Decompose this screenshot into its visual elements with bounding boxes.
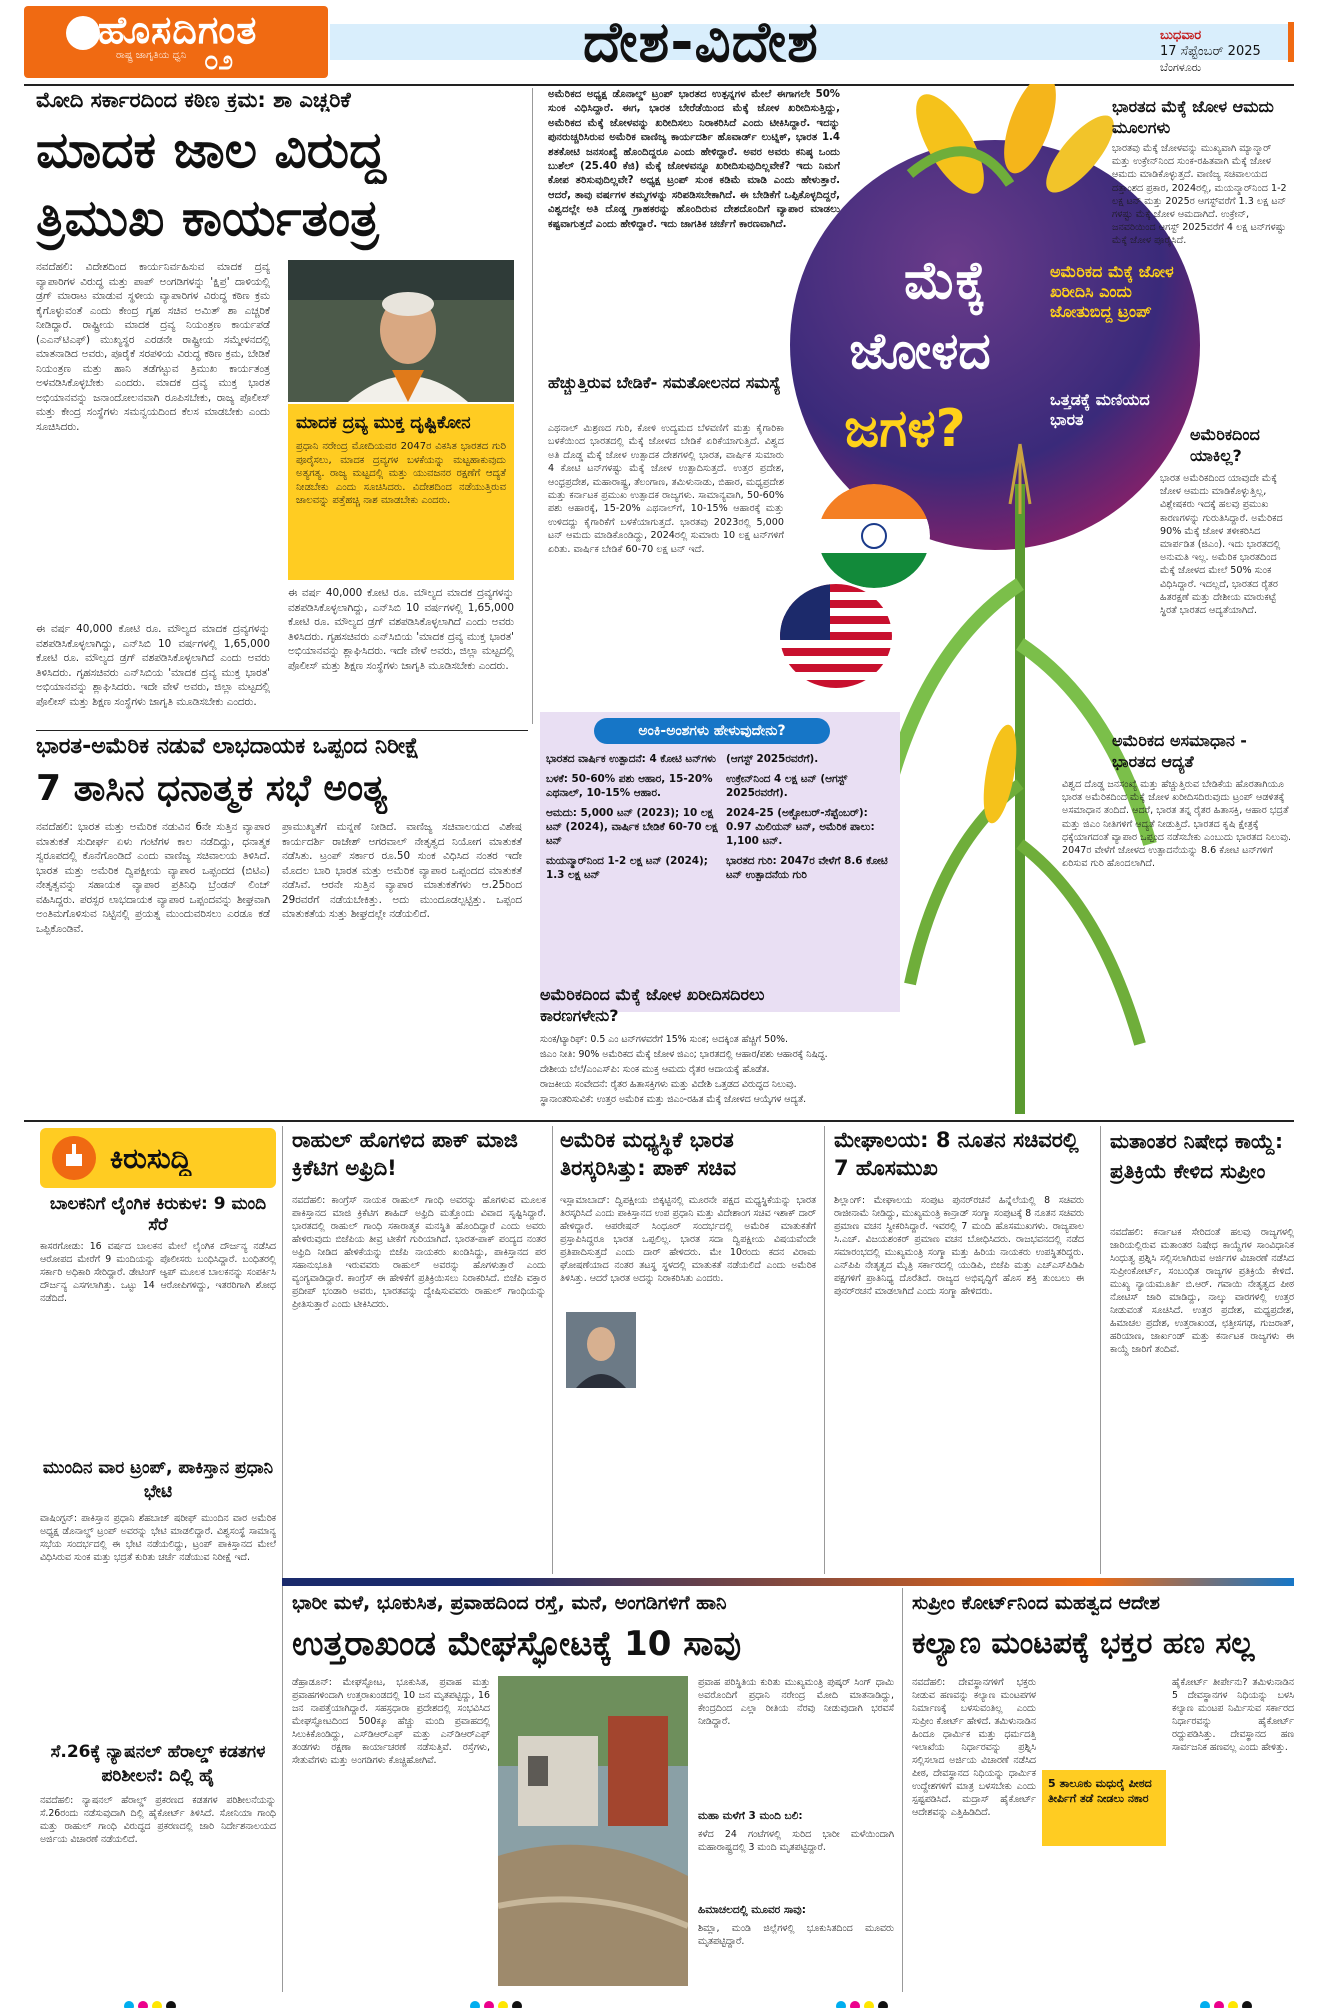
pointing-hand-icon <box>52 1136 96 1180</box>
registration-marks <box>836 1996 916 2008</box>
stat-item: ಬಳಕೆ: 50-60% ಪಶು ಆಹಾರ, 15-20% ಎಥನಾಲ್, 10-15% ಆಹಾರ. <box>546 773 713 799</box>
reason-item: ಸ್ಥಾನಾಂತರಿಸುವಿಕೆ: ಉತ್ತರ ಅಮೆರಿಕ ಮತ್ತು ಜಿಎಂ-ರಹಿತ ಮೆಕ್ಕೆ ಜೋಳದ ಆಯ್ಕೆಗಳ ಆದ್ಯತೆ. <box>540 1094 807 1105</box>
maharashtra-subhead: ಮಹಾ ಮಳೆಗೆ 3 ಮಂದಿ ಬಲಿ: <box>698 1810 803 1822</box>
himachal-body: ಶಿಮ್ಲಾ, ಮಂಡಿ ಜಿಲ್ಲೆಗಳಲ್ಲಿ ಭೂಕುಸಿತದಿಂದ ಮೂವರು ಮೃತಪಟ್ಟಿದ್ದಾರೆ. <box>698 1923 894 1947</box>
reason-item: ರಾಜಕೀಯ ಸಂವೇದನೆ: ರೈತರ ಹಿತಾಸಕ್ತಿಗಳು ಮತ್ತು ವಿದೇಶಿ ಒತ್ತಡದ ವಿರುದ್ಧದ ನಿಲುವು. <box>540 1079 797 1090</box>
stat-item: ಭಾರತದ ಗುರಿ: 2047ರ ವೇಳೆಗೆ 8.6 ಕೋಟಿ ಟನ್ ಉತ್ಪಾದನೆಯ ಗುರಿ <box>726 855 888 881</box>
pak-headline: ಅಮೆರಿಕ ಮಧ್ಯಸ್ಥಿಕೆ ಭಾರತ ತಿರಸ್ಕರಿಸಿತ್ತು: ಪಾಕ್ ಸಚಿವ <box>560 1128 737 1180</box>
corn-import-body: ಭಾರತವು ಮೆಕ್ಕೆ ಜೋಳವನ್ನು ಮುಖ್ಯವಾಗಿ ಮ್ಯಾನ್ಮಾರ್ ಮತ್ತು ಉಕ್ರೇನ್‌ನಿಂದ ಸುಂಕ-ರಹಿತವಾಗಿ ಮೆಕ್ಕೆ ಜೋಳ ಆಮದು ಮಾಡಿಕೊಳ್ಳುತ್ತದೆ. ವಾಣಿಜ್ಯ ಸಚಿವಾಲಯದ ದತ್ತಾಂಶದ ಪ್ರಕಾರ, 2024ರಲ್ಲಿ, ಮಯನ್ಮಾರ್‌ನಿಂದ 1-2 ಲಕ್ಷ ಟನ್ ಮತ್ತು 2025ರ ಆಗಸ್ಟ್‌ವರೆಗೆ 1.3 ಲಕ್ಷ ಟನ್ ಗಳಷ್ಟು ಮೆಕ್ಕೆ ಜೋಳ ಆಮದಾಗಿದೆ. ಉಕ್ರೇನ್, ಜನವರಿಯಿಂದ ಆಗಸ್ಟ್ 2025ವರೆಗೆ 4 ಲಕ್ಷ ಟನ್‌ಗಳಷ್ಟು ಮೆಕ್ಕೆ ಜೋಳ ಪೂರೈಸಿದೆ. <box>1112 143 1287 247</box>
rahul-headline: ರಾಹುಲ್ ಹೊಗಳಿದ ಪಾಕ್ ಮಾಜಿ ಕ್ರಿಕೆಟಿಗ ಅಫ್ರಿದಿ! <box>292 1128 518 1180</box>
newspaper-logo-box <box>24 6 328 78</box>
conversion-headline: ಮತಾಂತರ ನಿಷೇಧ ಕಾಯ್ದೆ: ಪ್ರತಿಕ್ರಿಯೆ ಕೇಳಿದ ಸುಪ್ರೀಂ <box>1110 1129 1283 1183</box>
corn-side-white: ಒತ್ತಡಕ್ಕೆ ಮಣಿಯದ ಭಾರತ <box>1050 390 1150 429</box>
corn-side-yellow: ಅಮೆರಿಕದ ಮೆಕ್ಕೆ ಜೋಳ ಖರೀದಿಸಿ ಎಂದು ಜೋತುಬಿದ್ದ ಟ್ರಂಪ್ <box>1050 262 1174 321</box>
brief-body-2: ವಾಷಿಂಗ್ಟನ್: ಪಾಕಿಸ್ತಾನ ಪ್ರಧಾನಿ ಶೆಹಬಾಜ್ ಷರೀಫ್ ಮುಂದಿನ ವಾರ ಅಮೆರಿಕ ಅಧ್ಯಕ್ಷ ಡೊನಾಲ್ಡ್ ಟ್ರಂಪ್ ಅವರನ್ನು ಭೇಟಿ ಮಾಡಲಿದ್ದಾರೆ. ವಿಶ್ವಸಂಸ್ಥೆ ಸಾಮಾನ್ಯ ಸಭೆಯ ಸಂದರ್ಭದಲ್ಲಿ ಈ ಭೇಟಿ ನಡೆಯಲಿದ್ದು, ಟ್ರಂಪ್ ಪಾಕಿಸ್ತಾನದ ಮೇಲೆ ವಿಧಿಸಿರುವ ಸುಂಕ ಮತ್ತು ಭದ್ರತೆ ಕುರಿತು ಚರ್ಚೆ ನಡೆಯುವ ನಿರೀಕ್ಷೆ ಇದೆ. <box>40 1513 276 1563</box>
column-rule <box>1100 1126 1101 1574</box>
corn-title-3: ಜಗಳ? <box>844 399 966 459</box>
tagline: ರಾಷ್ಟ್ರ ಜಾಗೃತಿಯ ಧ್ವನಿ <box>116 50 187 61</box>
uttarakhand-headline: ಉತ್ತರಾಖಂಡ ಮೇಘಸ್ಫೋಟಕ್ಕೆ 10 ಸಾವು <box>292 1624 742 1664</box>
date-block <box>1160 28 1290 76</box>
trade-kicker: ಭಾರತ-ಅಮೆರಿಕ ನಡುವೆ ಲಾಭದಾಯಕ ಒಪ್ಪಂದ ನಿರೀಕ್ಷೆ <box>36 734 420 759</box>
reason-item: ಜಿಎಂ ನೀತಿ: 90% ಅಮೆರಿಕದ ಮೆಕ್ಕೆ ಜೋಳ ಜಿಎಂ; ಭಾರತದಲ್ಲಿ ಆಹಾರ/ಪಶು ಆಹಾರಕ್ಕೆ ನಿಷಿದ್ಧ. <box>540 1049 828 1060</box>
page-number: ೦೨ <box>204 46 234 76</box>
lead-headline-2: ತ್ರಿಮುಖ ಕಾರ್ಯತಂತ್ರ <box>36 189 379 247</box>
uttarakhand-kicker: ಭಾರೀ ಮಳೆ, ಭೂಕುಸಿತ, ಪ್ರವಾಹದಿಂದ ರಸ್ತೆ, ಮನೆ, ಅಂಗಡಿಗಳಿಗೆ ಹಾನಿ <box>292 1592 727 1614</box>
brief-title-1: ಬಾಲಕನಿಗೆ ಲೈಂಗಿಕ ಕಿರುಕುಳ: 9 ಮಂದಿ ಸೆರೆ <box>49 1194 267 1235</box>
drug-free-box-title: ಮಾದಕ ದ್ರವ್ಯ ಮುಕ್ತ ದೃಷ್ಟಿಕೋನ <box>296 413 471 433</box>
brief-body-3: ನವದೆಹಲಿ: ನ್ಯಾಷನಲ್ ಹೆರಾಲ್ಡ್ ಪ್ರಕರಣದ ಕಡತಗಳ ಪರಿಶೀಲನೆಯನ್ನು ಸೆ.26ರಂದು ನಡೆಸುವುದಾಗಿ ದಿಲ್ಲಿ ಹೈಕೋರ್ಟ್ ತಿಳಿಸಿದೆ. ಸೋನಿಯಾ ಗಾಂಧಿ ಮತ್ತು ರಾಹುಲ್ ಗಾಂಧಿ ವಿರುದ್ಧದ ಪ್ರಕರಣದಲ್ಲಿ ಜಾರಿ ನಿರ್ದೇಶನಾಲಯದ ಅರ್ಜಿಯ ವಿಚಾರಣೆ ನಡೆಯಲಿದೆ. <box>40 1795 276 1845</box>
corn-why-not-body: ಭಾರತ ಅಮೆರಿಕದಿಂದ ಯಾವುದೇ ಮೆಕ್ಕೆ ಜೋಳ ಆಮದು ಮಾಡಿಕೊಳ್ಳುತ್ತಿಲ್ಲ, ವಿಶ್ಲೇಷಕರು ಇದಕ್ಕೆ ಹಲವು ಪ್ರಮುಖ ಕಾರಣಗಳನ್ನು ಗುರುತಿಸಿದ್ದಾರೆ. ಅಮೆರಿಕದ 90% ಮೆಕ್ಕೆ ಜೋಳ ತಳೀಕರಿಸಿದ ಮಾರ್ಪಡಿತ (ಜಿಎಂ). ಇದು ಭಾರತದಲ್ಲಿ ಅನುಮತಿ ಇಲ್ಲ. ಅಮೆರಿಕ ಭಾರತದಿಂದ ಮೆಕ್ಕೆ ಜೋಳದ ಮೇಲೆ 50% ಸುಂಕ ವಿಧಿಸಿದ್ದಾರೆ. ಇದಲ್ಲದೆ, ಭಾರತದ ರೈತರ ಹಿತರಕ್ಷಣೆ ಮತ್ತು ದೇಶೀಯ ಮಾರುಕಟ್ಟೆ ಸ್ಥಿರತೆ ಭಾರತದ ಆದ್ಯತೆಯಾಗಿದೆ. <box>1160 473 1283 617</box>
section-rule <box>24 1120 1294 1122</box>
uttarakhand-body-1: ಡೆಹ್ರಾಡೂನ್: ಮೇಘಸ್ಫೋಟ, ಭೂಕುಸಿತ, ಪ್ರವಾಹ ಮತ್ತು ಪ್ರವಾಹಗಳಿಂದಾಗಿ ಉತ್ತರಾಖಂಡದಲ್ಲಿ 10 ಜನ ಮೃತಪಟ್ಟಿದ್ದು, 16 ಜನ ನಾಪತ್ತೆಯಾಗಿದ್ದಾರೆ. ಸಹಸ್ರಧಾರಾ ಪ್ರದೇಶದಲ್ಲಿ ಸಂಭವಿಸಿದ ಮೇಘಸ್ಫೋಟದಿಂದ 500ಕ್ಕೂ ಹೆಚ್ಚು ಮಂದಿ ಪ್ರವಾಹದಲ್ಲಿ ಸಿಲುಕಿಕೊಂಡಿದ್ದು, ಎಸ್‌ಡಿಆರ್‌ಎಫ್ ಮತ್ತು ಎನ್‌ಡಿಆರ್‌ಎಫ್ ತಂಡಗಳು ರಕ್ಷಣಾ ಕಾರ್ಯಾಚರಣೆ ನಡೆಸುತ್ತಿವೆ. ರಸ್ತೆಗಳು, ಸೇತುವೆಗಳು ಮತ್ತು ಅಂಗಡಿಗಳು ಕೊಚ್ಚಿಹೋಗಿವೆ. <box>292 1677 490 1766</box>
rahul-body: ನವದೆಹಲಿ: ಕಾಂಗ್ರೆಸ್ ನಾಯಕ ರಾಹುಲ್ ಗಾಂಧಿ ಅವರನ್ನು ಹೊಗಳುವ ಮೂಲಕ ಪಾಕಿಸ್ತಾನದ ಮಾಜಿ ಕ್ರಿಕೆಟಿಗ ಶಾಹಿದ್ ಅಫ್ರಿದಿ ಮತ್ತೊಂದು ವಿವಾದ ಸೃಷ್ಟಿಸಿದ್ದಾರೆ. ಭಾರತದಲ್ಲಿ ರಾಹುಲ್ ಗಾಂಧಿ ಸಕಾರಾತ್ಮಕ ಮನಸ್ಥಿತಿ ಹೊಂದಿದ್ದಾರೆ ಎಂದು ಅವರು ಹೇಳಿರುವುದು ಬಿಜೆಪಿಯ ತೀವ್ರ ಟೀಕೆಗೆ ಗುರಿಯಾಗಿದೆ. ಭಾರತ-ಪಾಕ್ ಪಂದ್ಯದ ನಂತರ ಅಫ್ರಿದಿ ನೀಡಿದ ಹೇಳಿಕೆಯನ್ನು ಬಿಜೆಪಿ ನಾಯಕರು ಖಂಡಿಸಿದ್ದು, ಪಾಕಿಸ್ತಾನದ ಪರ ಸಹಾನುಭೂತಿ ಇರುವವರು ರಾಹುಲ್ ಅವರನ್ನು ಹೊಗಳುತ್ತಾರೆ ಎಂದು ವ್ಯಂಗ್ಯವಾಡಿದ್ದಾರೆ. ಕಾಂಗ್ರೆಸ್ ಈ ಹೇಳಿಕೆಗೆ ಪ್ರತಿಕ್ರಿಯಿಸಲು ನಿರಾಕರಿಸಿದೆ. ಬಿಜೆಪಿ ವಕ್ತಾರ ಪ್ರದೀಪ್ ಭಂಡಾರಿ ಅವರು, ಭಾರತವನ್ನು ದ್ವೇಷಿಸುವವರು ರಾಹುಲ್ ಗಾಂಧಿಯನ್ನು ಪ್ರೀತಿಸುತ್ತಾರೆ ಎಂದು ಟೀಕಿಸಿದರು. <box>292 1195 546 1310</box>
himachal-subhead: ಹಿಮಾಚಲದಲ್ಲಿ ಮೂವರ ಸಾವು: <box>698 1904 806 1916</box>
corn-intro: ಅಮೆರಿಕದ ಅಧ್ಯಕ್ಷ ಡೊನಾಲ್ಡ್ ಟ್ರಂಪ್ ಭಾರತದ ಉತ್ಪನ್ನಗಳ ಮೇಲೆ ಈಗಾಗಲೇ 50% ಸುಂಕ ವಿಧಿಸಿದ್ದಾರೆ. ಈಗ, ಭಾರತ ಬೇರೆಡೆಯಿಂದ ಮೆಕ್ಕೆ ಜೋಳ ಖರೀದಿಸುತ್ತಿದ್ದು, ಅಮೆರಿಕದ ಮೆಕ್ಕೆ ಜೋಳವನ್ನು ಖರೀದಿಸಲು ನಿರಾಕರಿಸಿದೆ ಎಂದು ಟೀಕಿಸಿದ್ದಾರೆ. ಇದನ್ನು ಪುನರುಚ್ಚರಿಸಿರುವ ಅಮೆರಿಕ ವಾಣಿಜ್ಯ ಕಾರ್ಯದರ್ಶಿ ಹೊವಾರ್ಡ್ ಲುಟ್ನಿಕ್, ಭಾರತ 1.4 ಶತಕೋಟಿ ಜನಸಂಖ್ಯೆ ಹೊಂದಿದ್ದರೂ ಎಂದು ಹೇಳಿದ್ದಾರೆ. ಅವರ ಅವರು ಕನಿಷ್ಠ ಒಂದು ಬುಶೆಲ್ (25.40 ಕೆಜಿ) ಮೆಕ್ಕೆ ಜೋಳವನ್ನೂ ಖರೀದಿಸುವುದಿಲ್ಲವೇಕೆ? ಇದು ನಿಮಗೆ ಕೋಪ ತರಿಸುವುದಿಲ್ಲವೇ? ಅಧ್ಯಕ್ಷ ಟ್ರಂಪ್ ಸುಂಕ ಕಡಿಮೆ ಮಾಡಿ ಎಂದು ಹೇಳುತ್ತಾರೆ. ಆದರೆ, ತಾವು ವರ್ಷಗಳ ತಮ್ಮಗಳನ್ನು ಸರಿಪಡಿಸಬೇಕಾಗಿದೆ. ಈ ಬೇಡಿಕೆಗೆ ಒಪ್ಪಿಕೊಳ್ಳದಿದ್ದರೆ, ವಿಶ್ವದಲ್ಲೇ ಅತಿ ದೊಡ್ಡ ಗ್ರಾಹಕರನ್ನು ಹೊಂದಿರುವ ದೇಶದೊಂದಿಗೆ ವ್ಯಾಪಾರ ಮಾಡಲು ಕಷ್ಟವಾಗುತ್ತದೆ ಎಂದು ಹೇಳಿದ್ದಾರೆ. ಇದು ಜಾಗತಿಕ ಚರ್ಚೆಗೆ ಕಾರಣವಾಗಿದೆ. <box>548 89 840 230</box>
flood-photo <box>498 1676 688 1986</box>
corn-demand-body: ಎಥನಾಲ್ ಮಿಶ್ರಣದ ಗುರಿ, ಕೋಳಿ ಉದ್ಯಮದ ಬೆಳವಣಿಗೆ ಮತ್ತು ಕೈಗಾರಿಕಾ ಬಳಕೆಯಿಂದ ಭಾರತದಲ್ಲಿ ಮೆಕ್ಕೆ ಜೋಳದ ಬೇಡಿಕೆ ಏರಿಕೆಯಾಗುತ್ತಿದೆ. ವಿಶ್ವದ ಅತಿ ದೊಡ್ಡ ಮೆಕ್ಕೆ ಜೋಳ ಉತ್ಪಾದಕ ದೇಶಗಳಲ್ಲಿ ಭಾರತ, ವಾರ್ಷಿಕ ಸುಮಾರು 4 ಕೋಟಿ ಟನ್‌ಗಳಷ್ಟು ಮೆಕ್ಕೆ ಜೋಳ ಉತ್ಪಾದಿಸುತ್ತದೆ. ಉತ್ತರ ಪ್ರದೇಶ, ಆಂಧ್ರಪ್ರದೇಶ, ಮಹಾರಾಷ್ಟ್ರ, ತೆಲಂಗಾಣ, ತಮಿಳುನಾಡು, ಬಿಹಾರ, ಮಧ್ಯಪ್ರದೇಶ ಮತ್ತು ಕರ್ನಾಟಕ ಪ್ರಮುಖ ಉತ್ಪಾದಕ ರಾಜ್ಯಗಳು. ಸಾಮಾನ್ಯವಾಗಿ, 50-60% ಪಶು ಆಹಾರಕ್ಕೆ, 15-20% ಎಥನಾಲ್‌ಗೆ, 10-15% ಆಹಾರಕ್ಕೆ ಮತ್ತು ಉಳಿದದ್ದು ಕೈಗಾರಿಕೆಗೆ ಬಳಕೆಯಾಗುತ್ತದೆ. ಭಾರತವು 2023ರಲ್ಲಿ 5,000 ಟನ್ ಆಮದು ಮಾಡಿಕೊಂಡಿದ್ದು, 2024ರಲ್ಲಿ ಸುಮಾರು 10 ಲಕ್ಷ ಟನ್‌ಗಳಿಗೆ ಏರಿತು. ವಾರ್ಷಿಕ ಬೇಡಿಕೆ 60-70 ಲಕ್ಷ ಟನ್ ಇದೆ. <box>548 423 784 555</box>
lead-body-1: ನವದೆಹಲಿ: ವಿದೇಶದಿಂದ ಕಾರ್ಯನಿರ್ವಹಿಸುವ ಮಾದಕ ದ್ರವ್ಯ ವ್ಯಾಪಾರಿಗಳ ವಿರುದ್ಧ ಮತ್ತು ಪಾಪ್ ಅಂಗಡಿಗಳನ್ನು 'ಕ್ಷಿಪ್ರ' ದಾಳಿಯಲ್ಲಿ ಡ್ರಗ್ ಮಾರಾಟ ಮಾಡುವ ಸ್ಥಳೀಯ ವ್ಯಾಪಾರಿಗಳ ವಿರುದ್ಧ ಕಠಿಣ ಕ್ರಮ ಕೈಗೊಳ್ಳುವಂತೆ ಎಂದು ಕೇಂದ್ರ ಗೃಹ ಸಚಿವ ಅಮಿತ್ ಶಾ ಎಚ್ಚರಿಕೆ ನೀಡಿದ್ದಾರೆ. ರಾಷ್ಟ್ರೀಯ ಮಾದಕ ದ್ರವ್ಯ ನಿಯಂತ್ರಣ ಕಾರ್ಯಪಡೆ (ಎಎನ್‌ಟಿಎಫ್) ಮುಖ್ಯಸ್ಥರ ಎರಡನೇ ರಾಷ್ಟ್ರೀಯ ಸಮ್ಮೇಳನದಲ್ಲಿ ಮಾತನಾಡಿದ ಅವರು, ಪೂರೈಕೆ ಸರಪಳಿಯ ವಿರುದ್ಧ ಕಠಿಣ ಕ್ರಮ, ಬೇಡಿಕೆ ನಿಯಂತ್ರಣ ಮತ್ತು ಹಾನಿ ತಡೆಗಟ್ಟುವ ತ್ರಿಮುಖ ಕಾರ್ಯತಂತ್ರ ಅಳವಡಿಸಿಕೊಳ್ಳಬೇಕು ಎಂದರು. ಮಾದಕ ದ್ರವ್ಯ ಮುಕ್ತ ಭಾರತ ಅಭಿಯಾನವನ್ನು ಜನಾಂದೋಲನವಾಗಿ ರೂಪಿಸಬೇಕು, ರಾಜ್ಯ ಪೊಲೀಸ್ ಮತ್ತು ಕೇಂದ್ರ ಸಂಸ್ಥೆಗಳು ಸಮನ್ವಯದಿಂದ ಕೆಲಸ ಮಾಡಬೇಕು ಎಂದು ಸೂಚಿಸಿದರು. <box>36 261 270 433</box>
brief-title-2: ಮುಂದಿನ ವಾರ ಟ್ರಂಪ್, ಪಾಕಿಸ್ತಾನ ಪ್ರಧಾನಿ ಭೇಟಿ <box>42 1458 274 1502</box>
brief-body-1: ಕಾಸರಗೋಡು: 16 ವರ್ಷದ ಬಾಲಕನ ಮೇಲೆ ಲೈಂಗಿಕ ದೌರ್ಜನ್ಯ ನಡೆಸಿದ ಆರೋಪದ ಮೇರೆಗೆ 9 ಮಂದಿಯನ್ನು ಪೊಲೀಸರು ಬಂಧಿಸಿದ್ದಾರೆ. ಬಂಧಿತರಲ್ಲಿ ಸರ್ಕಾರಿ ಅಧಿಕಾರಿ ಸೇರಿದ್ದಾರೆ. ಡೇಟಿಂಗ್ ಆ್ಯಪ್ ಮೂಲಕ ಬಾಲಕನನ್ನು ಸಂಪರ್ಕಿಸಿ ದೌರ್ಜನ್ಯ ಎಸಗಲಾಗಿತ್ತು. ಒಟ್ಟು 14 ಆರೋಪಿಗಳಿದ್ದು, ಇತರರಿಗಾಗಿ ಶೋಧ ನಡೆದಿದೆ. <box>40 1241 276 1304</box>
accent-bar <box>1288 22 1294 62</box>
section-title: ದೇಶ-ವಿದೇಶ <box>583 10 819 75</box>
column-rule <box>902 1588 903 1992</box>
column-rule <box>552 1126 553 1574</box>
kirusuddi-label: ಕಿರುಸುದ್ದಿ <box>110 1142 192 1175</box>
drug-free-box-body: ಪ್ರಧಾನಿ ನರೇಂದ್ರ ಮೋದಿಯವರ 2047ರ ವಿಕಸಿತ ಭಾರತದ ಗುರಿ ಪೂರೈಸಲು, ಮಾದಕ ದ್ರವ್ಯಗಳ ಬಳಕೆಯನ್ನು ಮಟ್ಟಹಾಕುವುದು ಅತ್ಯಗತ್ಯ. ರಾಜ್ಯ ಮಟ್ಟದಲ್ಲಿ ಮತ್ತು ಯುವಜನರ ರಕ್ಷಣೆಗೆ ಆದ್ಯತೆ ನೀಡಬೇಕು ಎಂದು ಸೂಚಿಸಿದರು. ವಿದೇಶದಿಂದ ನಡೆಯುತ್ತಿರುವ ಜಾಲವನ್ನು ಪತ್ತೆಹಚ್ಚಿ ನಾಶ ಮಾಡಬೇಕು ಎಂದರು. <box>296 441 506 506</box>
weekday: ಬುಧವಾರ <box>1160 28 1202 43</box>
lead-body-3: ಈ ವರ್ಷ 40,000 ಕೋಟಿ ರೂ. ಮೌಲ್ಯದ ಮಾದಕ ದ್ರವ್ಯಗಳನ್ನು ವಶಪಡಿಸಿಕೊಳ್ಳಲಾಗಿದ್ದು, ಎನ್‌ಸಿಬಿ 10 ವರ್ಷಗಳಲ್ಲಿ 1,65,000 ಕೋಟಿ ರೂ. ಮೌಲ್ಯದ ಡ್ರಗ್ ವಶಪಡಿಸಿಕೊಳ್ಳಲಾಗಿದೆ ಎಂದು ಅವರು ತಿಳಿಸಿದರು. ಗೃಹಸಚಿವರು ಎನ್‌ಸಿಬಿಯ 'ಮಾದಕ ದ್ರವ್ಯ ಮುಕ್ತ ಭಾರತ' ಅಭಿಯಾನವನ್ನು ಶ್ಲಾಘಿಸಿದರು. ಇದೇ ವೇಳೆ ಅವರು, ಜಿಲ್ಲಾ ಮಟ್ಟದಲ್ಲಿ ಪೊಲೀಸ್ ಮತ್ತು ಶಿಕ್ಷಣ ಸಂಸ್ಥೆಗಳು ಜಾಗೃತಿ ಮೂಡಿಸಬೇಕು ಎಂದರು. <box>288 587 514 672</box>
corn-title-1: ಮೆಕ್ಕೆ <box>904 251 986 311</box>
meghalaya-body: ಶಿಲ್ಲಾಂಗ್: ಮೇಘಾಲಯ ಸಂಪುಟ ಪುನರ್‌ರಚನೆ ಹಿನ್ನೆಲೆಯಲ್ಲಿ 8 ಸಚಿವರು ರಾಜೀನಾಮೆ ನೀಡಿದ್ದು, ಮುಖ್ಯಮಂತ್ರಿ ಕಾನ್ರಾಡ್ ಸಂಗ್ಮಾ ಸಂಪುಟಕ್ಕೆ 8 ನೂತನ ಸಚಿವರು ಪ್ರಮಾಣ ವಚನ ಸ್ವೀಕರಿಸಿದ್ದಾರೆ. ಇವರಲ್ಲಿ 7 ಮಂದಿ ಹೊಸಮುಖಗಳು. ರಾಜ್ಯಪಾಲ ಸಿ.ಎಚ್. ವಿಜಯಶಂಕರ್ ಪ್ರಮಾಣ ವಚನ ಬೋಧಿಸಿದರು. ರಾಜಭವನದಲ್ಲಿ ನಡೆದ ಸಮಾರಂಭದಲ್ಲಿ ಮುಖ್ಯಮಂತ್ರಿ ಸಂಗ್ಮಾ ಮತ್ತು ಹಿರಿಯ ನಾಯಕರು ಉಪಸ್ಥಿತರಿದ್ದರು. ಎನ್‌ಪಿಪಿ ನೇತೃತ್ವದ ಮೈತ್ರಿ ಸರ್ಕಾರದಲ್ಲಿ ಯುಡಿಪಿ, ಬಿಜೆಪಿ ಮತ್ತು ಎಚ್‌ಎಸ್‌ಪಿಡಿಪಿ ಪಕ್ಷಗಳಿಗೆ ಪ್ರಾತಿನಿಧ್ಯ ದೊರೆತಿದೆ. ರಾಜ್ಯದ ಅಭಿವೃದ್ಧಿಗೆ ಹೊಸ ಶಕ್ತಿ ತುಂಬಲು ಈ ಪುನರ್‌ರಚನೆ ಮಾಡಲಾಗಿದೆ ಎಂದು ಸಂಗ್ಮಾ ಹೇಳಿದರು. <box>834 1195 1084 1297</box>
reasons-title: ಅಮೆರಿಕದಿಂದ ಮೆಕ್ಕೆ ಜೋಳ ಖರೀದಿಸದಿರಲು ಕಾರಣಗಳೇನು? <box>540 985 765 1025</box>
trade-headline: 7 ತಾಸಿನ ಧನಾತ್ಮಕ ಸಭೆ ಅಂತ್ಯ <box>36 768 388 809</box>
corn-priority-title: ಅಮೆರಿಕದ ಅಸಮಾಧಾನ - ಭಾರತದ ಆದ್ಯತೆ <box>1112 731 1247 771</box>
stats-list-left <box>546 752 722 958</box>
stat-item: ಉಕ್ರೇನ್‌ನಿಂದ 4 ಲಕ್ಷ ಟನ್ (ಆಗಸ್ಟ್ 2025ರವರೆಗೆ). <box>726 773 848 799</box>
stat-item: ಆಮದು: 5,000 ಟನ್ (2023); 10 ಲಕ್ಷ ಟನ್ (2024), ವಾರ್ಷಿಕ ಬೇಡಿಕೆ 60-70 ಲಕ್ಷ ಟನ್ <box>546 807 718 847</box>
supreme-highlight-box: 5 ತಾಲೂಕು ಮಧುರೈ ಪೀಠದ ತೀರ್ಪಿಗೆ ತಡೆ ನೀಡಲು ನಕಾರ <box>1042 1770 1166 1846</box>
maharashtra-body: ಕಳೆದ 24 ಗಂಟೆಗಳಲ್ಲಿ ಸುರಿದ ಭಾರೀ ಮಳೆಯಿಂದಾಗಿ ಮಹಾರಾಷ್ಟ್ರದಲ್ಲಿ 3 ಮಂದಿ ಮೃತಪಟ್ಟಿದ್ದಾರೆ. <box>698 1829 894 1853</box>
meghalaya-headline: ಮೇಘಾಲಯ: 8 ನೂತನ ಸಚಿವರಲ್ಲಿ 7 ಹೊಸಮುಖ <box>834 1128 1079 1180</box>
reason-item: ದೇಶೀಯ ಬೆಲೆ/ಎಂಎಸ್‌ಪಿ: ಸುಂಕ ಮುಕ್ತ ಆಮದು ರೈತರ ಆದಾಯಕ್ಕೆ ಹೊಡೆತ. <box>540 1064 770 1075</box>
lead-body-2: ಈ ವರ್ಷ 40,000 ಕೋಟಿ ರೂ. ಮೌಲ್ಯದ ಮಾದಕ ದ್ರವ್ಯಗಳನ್ನು ವಶಪಡಿಸಿಕೊಳ್ಳಲಾಗಿದ್ದು, ಎನ್‌ಸಿಬಿ 10 ವರ್ಷಗಳಲ್ಲಿ 1,65,000 ಕೋಟಿ ರೂ. ಮೌಲ್ಯದ ಡ್ರಗ್ ವಶಪಡಿಸಿಕೊಳ್ಳಲಾಗಿದೆ ಎಂದು ಅವರು ತಿಳಿಸಿದರು. ಗೃಹಸಚಿವರು ಎನ್‌ಸಿಬಿಯ 'ಮಾದಕ ದ್ರವ್ಯ ಮುಕ್ತ ಭಾರತ' ಅಭಿಯಾನವನ್ನು ಶ್ಲಾಘಿಸಿದರು. ಇದೇ ವೇಳೆ ಅವರು, ಜಿಲ್ಲಾ ಮಟ್ಟದಲ್ಲಿ ಪೊಲೀಸ್ ಮತ್ತು ಶಿಕ್ಷಣ ಸಂಸ್ಥೆಗಳು ಜಾಗೃತಿ ಮೂಡಿಸಬೇಕು ಎಂದರು. <box>36 623 270 708</box>
city: ಬೆಂಗಳೂರು <box>1160 61 1202 74</box>
amit-shah-photo <box>288 260 514 402</box>
brief-title-3: ಸೆ.26ಕ್ಕೆ ನ್ಯಾಷನಲ್ ಹೆರಾಲ್ಡ್ ಕಡತಗಳ ಪರಿಶೀಲನೆ: ದಿಲ್ಲಿ ಹೈ <box>50 1742 266 1786</box>
lead-kicker: ಮೋದಿ ಸರ್ಕಾರದಿಂದ ಕಠಿಣ ಕ್ರಮ: ಶಾ ಎಚ್ಚರಿಕೆ <box>36 88 351 112</box>
newspaper-logo: ಹೊಸದಿಗಂತ <box>98 8 258 52</box>
lead-headline-1: ಮಾದಕ ಜಾಲ ವಿರುದ್ಧ <box>36 121 386 179</box>
stats-list-right <box>726 752 892 966</box>
pak-body: ಇಸ್ಲಾಮಾಬಾದ್: ದ್ವಿಪಕ್ಷೀಯ ಬಿಕ್ಕಟ್ಟಿನಲ್ಲಿ ಮೂರನೇ ಪಕ್ಷದ ಮಧ್ಯಸ್ಥಿಕೆಯನ್ನು ಭಾರತ ತಿರಸ್ಕರಿಸಿದೆ ಎಂದು ಪಾಕಿಸ್ತಾನದ ಉಪ ಪ್ರಧಾನಿ ಮತ್ತು ವಿದೇಶಾಂಗ ಸಚಿವ ಇಶಾಕ್ ದಾರ್ ಹೇಳಿದ್ದಾರೆ. ಆಪರೇಷನ್ ಸಿಂಧೂರ್ ಸಂದರ್ಭದಲ್ಲಿ ಅಮೆರಿಕ ಮಾತುಕತೆಗೆ ಪ್ರಸ್ತಾಪಿಸಿದ್ದರೂ ಭಾರತ ಒಪ್ಪಲಿಲ್ಲ. ಭಾರತ ಸದಾ ದ್ವಿಪಕ್ಷೀಯ ವಿಷಯವೆಂದೇ ಪ್ರತಿಪಾದಿಸುತ್ತದೆ ಎಂದು ದಾರ್ ಹೇಳಿದರು. ಮೇ 10ರಂದು ಕದನ ವಿರಾಮ ಘೋಷಣೆಯಾದ ನಂತರ ತಟಸ್ಥ ಸ್ಥಳದಲ್ಲಿ ಮಾತುಕತೆ ನಡೆಯಲಿದೆ ಎಂದು ಅಮೆರಿಕ ತಿಳಿಸಿತ್ತು. ಆದರೆ ಭಾರತ ಅದನ್ನು ನಿರಾಕರಿಸಿತು ಎಂದರು. <box>560 1195 816 1284</box>
stat-item: (ಆಗಸ್ಟ್ 2025ರವರೆಗೆ). <box>726 753 819 765</box>
column-rule <box>532 88 533 724</box>
kirusuddi-badge <box>40 1128 276 1188</box>
corn-priority-body: ವಿಶ್ವದ ದೊಡ್ಡ ಜನಸಂಖ್ಯೆ ಮತ್ತು ಹೆಚ್ಚುತ್ತಿರುವ ಬೇಡಿಕೆಯ ಹೊರತಾಗಿಯೂ ಭಾರತ ಅಮೆರಿಕದಿಂದ ಮೆಕ್ಕೆ ಜೋಳ ಖರೀದಿಸದಿರುವುದು ಟ್ರಂಪ್ ಆಡಳಿತಕ್ಕೆ ಅಸಮಾಧಾನ ತಂದಿದೆ. ಆದರೆ, ಭಾರತ ತನ್ನ ರೈತರ ಹಿತಾಸಕ್ತಿ, ಆಹಾರ ಭದ್ರತೆ ಮತ್ತು ಜಿಎಂ ನೀತಿಗಳಿಗೆ ಆದ್ಯತೆ ನೀಡುತ್ತಿದೆ. ಭಾರತದ ಕೃಷಿ ಕ್ಷೇತ್ರಕ್ಕೆ ಧಕ್ಕೆಯಾಗದಂತೆ ವ್ಯಾಪಾರ ಒಪ್ಪಂದ ನಡೆಸಬೇಕು ಎಂಬುದು ಭಾರತದ ನಿಲುವು. 2047ರ ವೇಳೆಗೆ ಜೋಳದ ಉತ್ಪಾದನೆಯನ್ನು 8.6 ಕೋಟಿ ಟನ್‌ಗಳಿಗೆ ಏರಿಸುವ ಗುರಿ ಹೊಂದಲಾಗಿದೆ. <box>1062 779 1292 870</box>
stat-item: ಮಯನ್ಮಾರ್‌ನಿಂದ 1-2 ಲಕ್ಷ ಟನ್ (2024); 1.3 ಲಕ್ಷ ಟನ್ <box>546 855 708 881</box>
corn-import-title: ಭಾರತದ ಮೆಕ್ಕೆ ಜೋಳ ಆಮದು ಮೂಲಗಳು <box>1112 97 1274 137</box>
lamp-icon <box>66 16 100 50</box>
date: 17 ಸೆಪ್ಟೆಂಬರ್ 2025 <box>1160 44 1261 59</box>
supreme-body: ನವದೆಹಲಿ: ದೇವಸ್ಥಾನಗಳಿಗೆ ಭಕ್ತರು ನೀಡುವ ಹಣವನ್ನು ಕಲ್ಯಾಣ ಮಂಟಪಗಳ ನಿರ್ಮಾಣಕ್ಕೆ ಬಳಸುವಂತಿಲ್ಲ ಎಂದು ಸುಪ್ರೀಂ ಕೋರ್ಟ್ ಹೇಳಿದೆ. ತಮಿಳುನಾಡಿನ ಹಿಂದೂ ಧಾರ್ಮಿಕ ಮತ್ತು ಧರ್ಮದತ್ತಿ ಇಲಾಖೆಯ ನಿರ್ಧಾರವನ್ನು ಪ್ರಶ್ನಿಸಿ ಸಲ್ಲಿಸಲಾದ ಅರ್ಜಿಯ ವಿಚಾರಣೆ ನಡೆಸಿದ ಪೀಠ, ದೇವಸ್ಥಾನದ ನಿಧಿಯನ್ನು ಧಾರ್ಮಿಕ ಉದ್ದೇಶಗಳಿಗೆ ಮಾತ್ರ ಬಳಸಬೇಕು ಎಂದು ಸ್ಪಷ್ಟಪಡಿಸಿದೆ. ಮದ್ರಾಸ್ ಹೈಕೋರ್ಟ್ ಆದೇಶವನ್ನು ಎತ್ತಿಹಿಡಿದಿದೆ. <box>912 1677 1036 1818</box>
rule <box>36 730 528 731</box>
registration-marks <box>1200 1996 1280 2008</box>
registration-marks <box>470 1996 550 2008</box>
portrait-illustration <box>288 260 514 402</box>
trade-body-1: ನವದೆಹಲಿ: ಭಾರತ ಮತ್ತು ಅಮೆರಿಕ ನಡುವಿನ 6ನೇ ಸುತ್ತಿನ ವ್ಯಾಪಾರ ಮಾತುಕತೆ ಸುದೀರ್ಘ ಏಳು ಗಂಟೆಗಳ ಕಾಲ ನಡೆದಿದ್ದು, ಧನಾತ್ಮಕ ಸ್ವರೂಪದಲ್ಲಿ ಕೊನೆಗೊಂಡಿದೆ ಎಂದು ವಾಣಿಜ್ಯ ಸಚಿವಾಲಯ ತಿಳಿಸಿದೆ. ಭಾರತ ಮತ್ತು ಅಮೆರಿಕ ದ್ವಿಪಕ್ಷೀಯ ವ್ಯಾಪಾರ ಒಪ್ಪಂದದ (ಬಿಟಿಎ) ನೇತೃತ್ವವನ್ನು ಸಹಾಯಕ ವ್ಯಾಪಾರ ಪ್ರತಿನಿಧಿ ಬ್ರೆಂಡನ್ ಲಿಂಚ್ ವಹಿಸಿದ್ದರು. ಪರಸ್ಪರ ಲಾಭದಾಯಕ ವ್ಯಾಪಾರ ಒಪ್ಪಂದವನ್ನು ಶೀಘ್ರವಾಗಿ ಅಂತಿಮಗೊಳಿಸುವ ನಿಟ್ಟಿನಲ್ಲಿ ಪ್ರಯತ್ನ ಮುಂದುವರಿಸಲು ಎರಡೂ ಕಡೆ ಒಪ್ಪಿಕೊಂಡಿವೆ. <box>36 821 270 935</box>
registration-marks <box>124 1996 204 2008</box>
corn-why-not-title: ಅಮೆರಿಕದಿಂದ ಯಾಕಿಲ್ಲ? <box>1190 425 1260 465</box>
supreme-headline: ಕಲ್ಯಾಣ ಮಂಟಪಕ್ಕೆ ಭಕ್ತರ ಹಣ ಸಲ್ಲ <box>912 1626 1255 1661</box>
supreme-body-2: ಹೈಕೋರ್ಟ್ ತೀರ್ಪೇನು? ತಮಿಳುನಾಡಿನ 5 ದೇವಸ್ಥಾನಗಳ ನಿಧಿಯನ್ನು ಬಳಸಿ ಕಲ್ಯಾಣ ಮಂಟಪ ನಿರ್ಮಿಸುವ ಸರ್ಕಾರದ ನಿರ್ಧಾರವನ್ನು ಹೈಕೋರ್ಟ್ ರದ್ದುಪಡಿಸಿತ್ತು. ದೇವಸ್ಥಾನದ ಹಣ ಸಾರ್ವಜನಿಕ ಹಣವಲ್ಲ ಎಂದು ಹೇಳಿತ್ತು. <box>1172 1677 1294 1753</box>
column-rule <box>824 1126 825 1574</box>
stats-pill: ಅಂಕಿ-ಅಂಶಗಳು ಹೇಳುವುದೇನು? <box>594 718 830 744</box>
corn-title-2: ಜೋಳದ <box>849 322 991 380</box>
reason-item: ಸುಂಕ/ಟ್ಯಾರಿಫ್: 0.5 ಎಂ ಟನ್‌ಗಳವರೆಗೆ 15% ಸುಂಕ; ಅದಕ್ಕಿಂತ ಹೆಚ್ಚಿಗೆ 50%. <box>540 1034 788 1045</box>
reasons-list <box>540 1032 920 1116</box>
trade-body-2: ಪ್ರಾಮುಖ್ಯತೆಗೆ ಮನ್ನಣೆ ನೀಡಿದೆ. ವಾಣಿಜ್ಯ ಸಚಿವಾಲಯದ ವಿಶೇಷ ಕಾರ್ಯದರ್ಶಿ ರಾಜೇಶ್ ಅಗರವಾಲ್ ನೇತೃತ್ವದ ನಿಯೋಗ ಮಾತುಕತೆ ನಡೆಸಿತು. ಟ್ರಂಪ್ ಸರ್ಕಾರ ರೂ.50 ಸುಂಕ ವಿಧಿಸಿದ ನಂತರ ಇದೇ ಮೊದಲ ಬಾರಿ ಭಾರತ ಮತ್ತು ಅಮೆರಿಕ ವ್ಯಾಪಾರ ಒಪ್ಪಂದದ ಮಾತುಕತೆ ನಡೆಸಿವೆ. ಆರನೇ ಸುತ್ತಿನ ವ್ಯಾಪಾರ ಮಾತುಕತೆಗಳು ಆ.25ರಿಂದ 29ರವರೆಗೆ ನಡೆಯಬೇಕಿತ್ತು. ಅದು ಮುಂದೂಡಲ್ಪಟ್ಟಿತ್ತು. ಒಪ್ಪಂದ ಮಾತುಕತೆಯ ಸುತ್ತು ಶೀಘ್ರದಲ್ಲೇ ನಡೆಯಲಿದೆ. <box>282 821 522 920</box>
uttarakhand-body-2: ಪ್ರವಾಹ ಪರಿಸ್ಥಿತಿಯ ಕುರಿತು ಮುಖ್ಯಮಂತ್ರಿ ಪುಷ್ಕರ್ ಸಿಂಗ್ ಧಾಮಿ ಅವರೊಂದಿಗೆ ಪ್ರಧಾನಿ ನರೇಂದ್ರ ಮೋದಿ ಮಾತನಾಡಿದ್ದು, ಕೇಂದ್ರದಿಂದ ಎಲ್ಲಾ ರೀತಿಯ ನೆರವು ನೀಡುವುದಾಗಿ ಭರವಸೆ ನೀಡಿದ್ದಾರೆ. <box>698 1677 894 1727</box>
color-strip <box>282 1578 1294 1586</box>
stat-item: 2024-25 (ಅಕ್ಟೋಬರ್-ಸೆಪ್ಟೆಂಬರ್): 0.97 ಮಿಲಿಯನ್ ಟನ್, ಅಮೆರಿಕ ಪಾಲು: 1,100 ಟನ್. <box>726 807 875 847</box>
supreme-kicker: ಸುಪ್ರೀಂ ಕೋರ್ಟ್‌ನಿಂದ ಮಹತ್ವದ ಆದೇಶ <box>912 1592 1160 1614</box>
drug-free-box <box>288 404 514 580</box>
stat-item: ಭಾರತದ ವಾರ್ಷಿಕ ಉತ್ಪಾದನೆ: 4 ಕೋಟಿ ಟನ್‌ಗಳು <box>546 753 716 765</box>
conversion-body: ನವದೆಹಲಿ: ಕರ್ನಾಟಕ ಸೇರಿದಂತೆ ಹಲವು ರಾಜ್ಯಗಳಲ್ಲಿ ಜಾರಿಯಲ್ಲಿರುವ ಮತಾಂತರ ನಿಷೇಧ ಕಾಯ್ದೆಗಳ ಸಾಂವಿಧಾನಿಕ ಸಿಂಧುತ್ವ ಪ್ರಶ್ನಿಸಿ ಸಲ್ಲಿಸಲಾಗಿರುವ ಅರ್ಜಿಗಳ ವಿಚಾರಣೆ ನಡೆಸಿದ ಸುಪ್ರೀಂಕೋರ್ಟ್, ಸಂಬಂಧಿತ ರಾಜ್ಯಗಳ ಪ್ರತಿಕ್ರಿಯೆ ಕೇಳಿದೆ. ಮುಖ್ಯ ನ್ಯಾಯಮೂರ್ತಿ ಬಿ.ಆರ್. ಗವಾಯಿ ನೇತೃತ್ವದ ಪೀಠ ನೋಟಿಸ್ ಜಾರಿ ಮಾಡಿದ್ದು, ನಾಲ್ಕು ವಾರಗಳಲ್ಲಿ ಉತ್ತರ ನೀಡುವಂತೆ ಸೂಚಿಸಿದೆ. ಉತ್ತರ ಪ್ರದೇಶ, ಮಧ್ಯಪ್ರದೇಶ, ಹಿಮಾಚಲ ಪ್ರದೇಶ, ಉತ್ತರಾಖಂಡ, ಛತ್ತೀಸಗಢ, ಗುಜರಾತ್, ಹರಿಯಾಣ, ಜಾರ್ಖಂಡ್ ಮತ್ತು ಕರ್ನಾಟಕ ರಾಜ್ಯಗಳು ಈ ಕಾಯ್ದೆ ಜಾರಿಗೆ ತಂದಿವೆ. <box>1110 1227 1294 1355</box>
corn-demand-title: ಹೆಚ್ಚುತ್ತಿರುವ ಬೇಡಿಕೆ- ಸಮತೋಲನದ ಸಮಸ್ಯೆ <box>548 373 781 392</box>
column-rule <box>282 1126 283 1992</box>
